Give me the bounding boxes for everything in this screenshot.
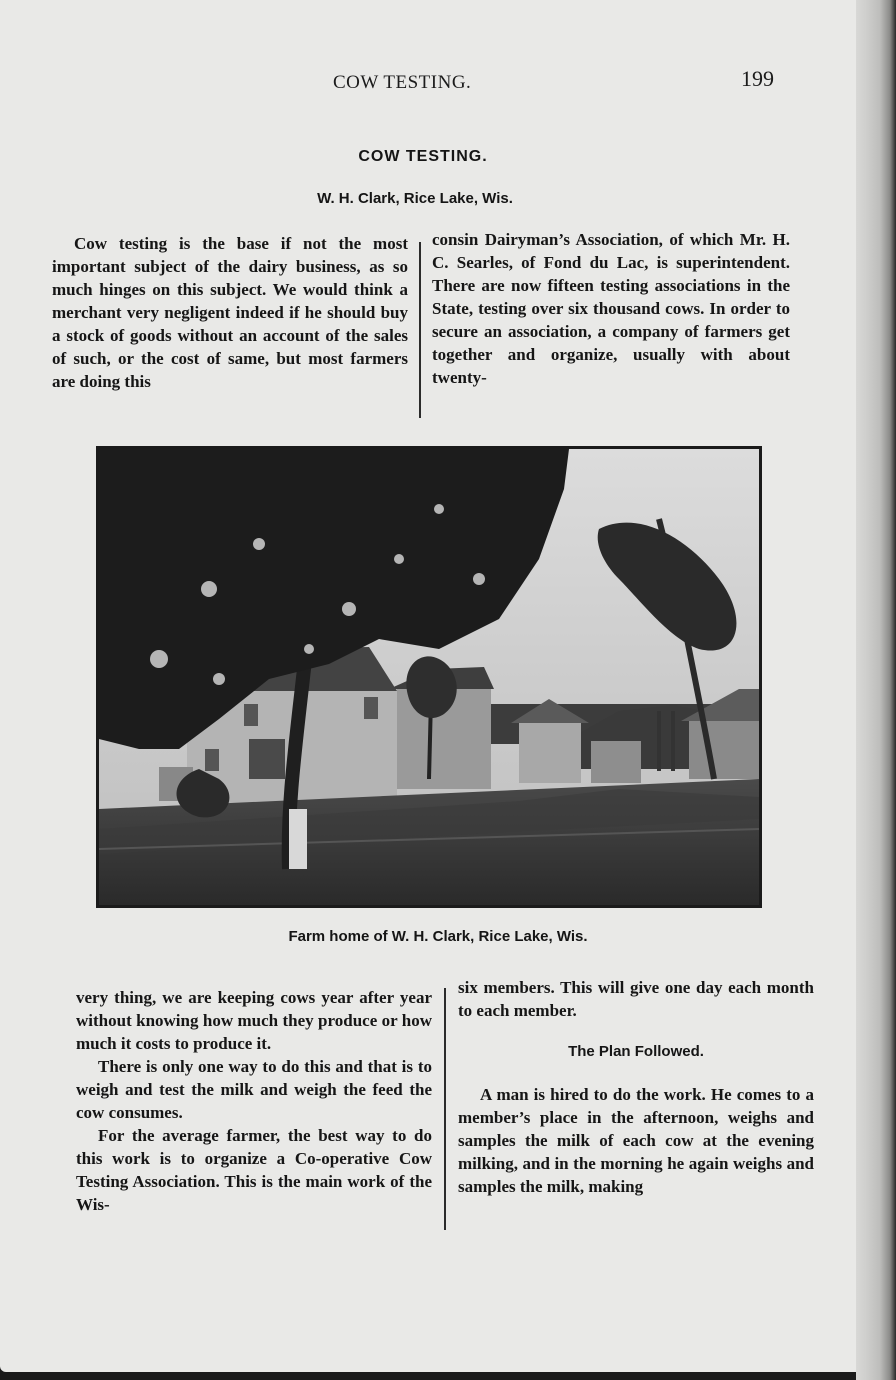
- paragraph: A man is hired to do the work. He comes to a member’s place in the afternoon, weighs and samples the milk of each cow at the evening milking, and in the morning he again weighs and samples the milk, making: [458, 1085, 814, 1196]
- column-divider: [419, 242, 421, 418]
- paragraph: Cow testing is the base if not the most important subject of the dairy business, as so much hinges on this subject. We would think a merchant very negligent indeed if he should buy a stock of goods without an account of the sales of such, or the cost of same, but most farmers are doing this: [52, 234, 408, 391]
- book-page-edges: [856, 0, 896, 1380]
- running-head: COW TESTING.: [333, 72, 472, 93]
- section-subheading: The Plan Followed.: [568, 1043, 704, 1060]
- paragraph: six members. This will give one day each month to each member.: [458, 978, 814, 1020]
- farm-home-photo: [96, 446, 762, 908]
- top-right-column: [432, 228, 790, 389]
- top-left-column: [52, 232, 408, 393]
- column-divider: [444, 988, 446, 1230]
- bottom-right-column: [458, 976, 814, 1198]
- photo-caption: Farm home of W. H. Clark, Rice Lake, Wis.: [288, 928, 588, 945]
- article-byline: W. H. Clark, Rice Lake, Wis.: [317, 190, 513, 207]
- paragraph: For the average farmer, the best way to do this work is to organize a Co-operative Cow Testing Association. This is the main work of the Wis-: [76, 1126, 432, 1214]
- article-title: COW TESTING.: [358, 148, 488, 165]
- paragraph: There is only one way to do this and that is to weigh and test the milk and weigh the feed the cow consumes.: [76, 1057, 432, 1122]
- bottom-left-column: [76, 986, 432, 1216]
- page-number: 199: [741, 66, 774, 91]
- paragraph: very thing, we are keeping cows year after year without knowing how much they produce or how much it costs to produce it.: [76, 988, 432, 1053]
- paragraph: consin Dairyman’s Association, of which Mr. H. C. Searles, of Fond du Lac, is superintendent. There are now fifteen testing associations in the State, testing over six thousand cows. In order to secure an association, a company of farmers get together and organize, usually with about twenty-: [432, 230, 790, 387]
